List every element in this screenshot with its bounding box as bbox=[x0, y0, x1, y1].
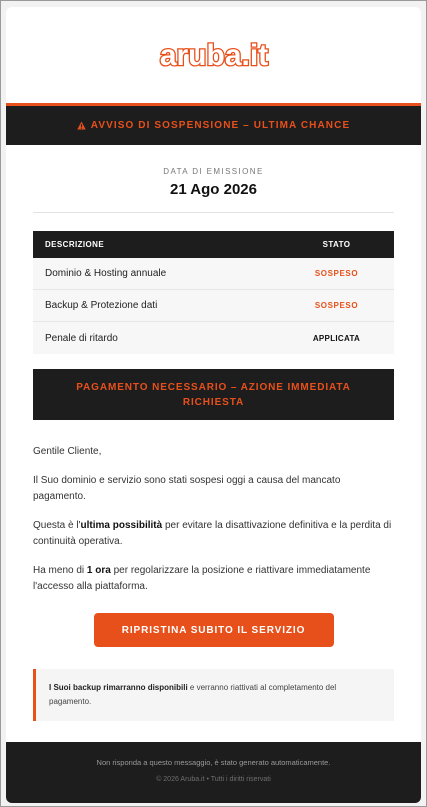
table-row bbox=[33, 258, 394, 290]
paragraph-last-chance: Questa è l'ultima possibilità per evitare la disattivazione definitiva e la perdita di continuità operativa. bbox=[33, 520, 392, 547]
emphasis-deadline: 1 ora bbox=[86, 565, 111, 576]
emphasis-last-chance: ultima possibilità bbox=[80, 520, 163, 531]
header-status: STATO bbox=[322, 240, 351, 249]
warning-triangle-icon bbox=[77, 121, 86, 130]
cta-wrapper bbox=[6, 613, 421, 647]
aruba-logo bbox=[149, 35, 279, 75]
paragraph-deadline: Ha meno di 1 ora per regolarizzare la posizione e riattivare immediatamente l'accesso alla piattaforma. bbox=[33, 565, 371, 592]
footer-no-reply: Non risponda a questo messaggio, è stato generato automaticamente. bbox=[96, 758, 331, 767]
header-logo-area bbox=[6, 7, 421, 103]
row-status: APPLICATA bbox=[312, 333, 361, 343]
payment-required-banner: PAGAMENTO NECESSARIO – AZIONE IMMEDIATA RICHIESTA bbox=[33, 369, 394, 420]
table-row bbox=[33, 290, 394, 322]
backup-note bbox=[33, 669, 394, 721]
svg-text:aruba.it: aruba.it bbox=[159, 39, 268, 72]
footer bbox=[6, 742, 421, 803]
email-card bbox=[6, 7, 421, 803]
row-status: SOSPESO bbox=[314, 301, 359, 310]
table-row bbox=[33, 322, 394, 354]
issue-date-label: DATA DI EMISSIONE bbox=[163, 167, 264, 176]
backup-note-text: e verranno riattivati al completamento del pagamento. bbox=[49, 683, 337, 706]
restore-service-button[interactable]: RIPRISTINA SUBITO IL SERVIZIO bbox=[94, 613, 334, 647]
issue-date-block bbox=[33, 145, 394, 213]
row-description: Backup & Protezione dati bbox=[45, 300, 158, 311]
suspension-alert-bar bbox=[6, 103, 421, 145]
greeting: Gentile Cliente, bbox=[33, 446, 102, 457]
row-description: Penale di ritardo bbox=[45, 332, 118, 344]
table-header bbox=[33, 231, 394, 258]
services-table bbox=[33, 231, 394, 354]
header-description: DESCRIZIONE bbox=[45, 240, 105, 249]
row-status: SOSPESO bbox=[314, 269, 359, 278]
issue-date-value: 21 Ago 2026 bbox=[170, 181, 257, 198]
backup-note-bold: I Suoi backup rimarranno disponibili bbox=[49, 683, 188, 692]
message-body bbox=[33, 444, 394, 595]
row-description: Dominio & Hosting annuale bbox=[45, 268, 167, 279]
paragraph-suspended: Il Suo dominio e servizio sono stati sospesi oggi a causa del mancato pagamento. bbox=[33, 475, 341, 502]
footer-copyright: © 2026 Aruba.it • Tutti i diritti riservati bbox=[156, 776, 271, 783]
alert-text: AVVISO DI SOSPENSIONE – ULTIMA CHANCE bbox=[90, 120, 351, 131]
